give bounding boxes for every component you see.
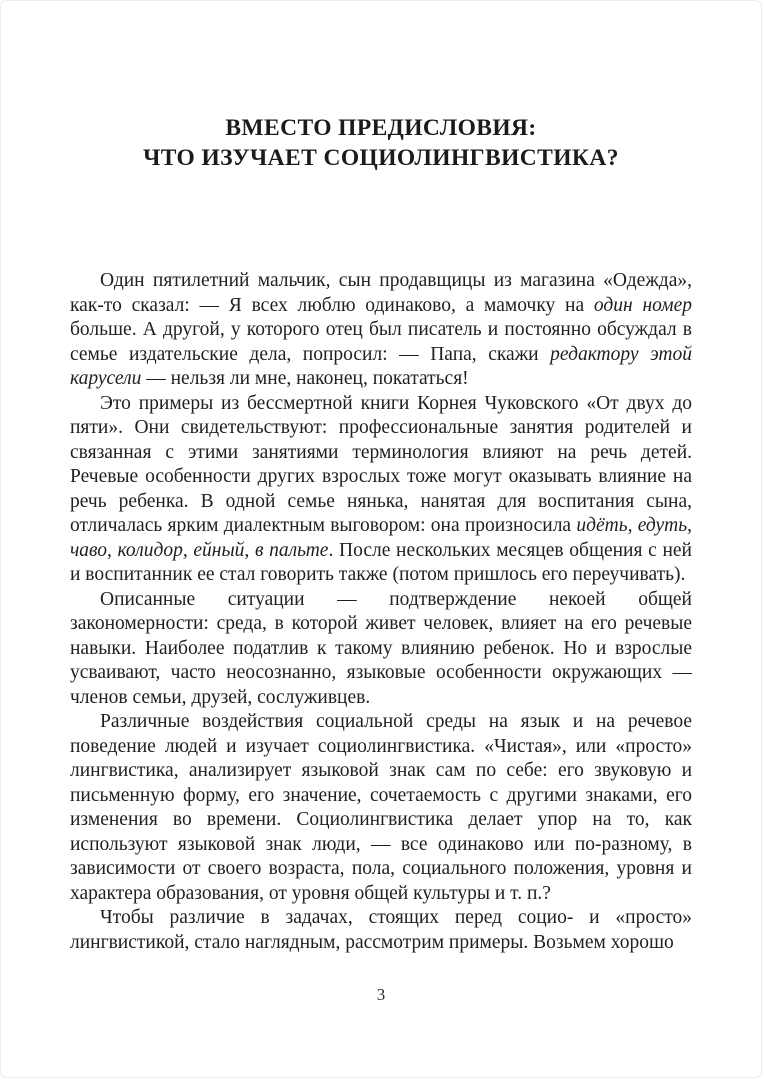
body-text <box>70 269 692 955</box>
chapter-title <box>1 113 761 173</box>
paragraph: Описанные ситуации — подтверждение некоей общей закономерности: среда, в которой живет человек, влияет на его речевые навыки. Наиболее податлив к такому влиянию ребенок. Но и взрослые усваивают, часто неосознанно, языковые особенности окружающих — членов семьи, друзей, сослуживцев. <box>70 588 692 708</box>
chapter-title-line2: ЧТО ИЗУЧАЕТ СОЦИОЛИНГВИСТИКА? <box>143 145 619 171</box>
paragraph: Один пятилетний мальчик, сын продавщицы из магазина «Одежда», как-то сказал: — Я всех люблю одинаково, а мамочку на один номер больше. А другой, у которого отец был писатель и постоянно обсуждал в семье издательские дела, попросил: — Папа, скажи редактору этой карусели — нельзя ли мне, наконец, покататься! <box>70 270 693 389</box>
chapter-title-line1: ВМЕСТО ПРЕДИСЛОВИЯ: <box>225 115 537 141</box>
paragraph: Чтобы различие в задачах, стоящих перед социо- и «просто» лингвистикой, стало наглядным, рассмотрим примеры. Возьмем хорошо <box>70 907 692 953</box>
paragraph: Различные воздействия социальной среды на язык и на речевое поведение людей и изучает социолингвистика. «Чистая», или «просто» лингвистика, анализирует языковой знак сам по себе: его звуковую и письменную форму, его значение, сочетаемость с другими знаками, его изменения во времени. Социолингвистика делает упор на то, как используют языковой знак люди, — все одинаково или по-разному, в зависимости от своего возраста, пола, социального положения, уровня и характера образования, от уровня общей культуры и т. п.? <box>70 711 692 904</box>
paragraph: Это примеры из бессмертной книги Корнея Чуковского «От двух до пяти». Они свидетельствуют: профессиональные занятия родителей и связанная с этими занятиями терминология влияют на речь детей. Речевые особенности других взрослых тоже могут оказывать влияние на речь ребенка. В одной семье нянька, нанятая для воспитания сына, отличалась ярким диалектным выговором: она произносила идёть, едуть, чаво, колидор, ейный, в пальте. После нескольких месяцев общения с ней и воспитанник ее стал говорить также (потом пришлось его переучивать). <box>70 392 692 585</box>
page-number: 3 <box>376 985 386 1004</box>
